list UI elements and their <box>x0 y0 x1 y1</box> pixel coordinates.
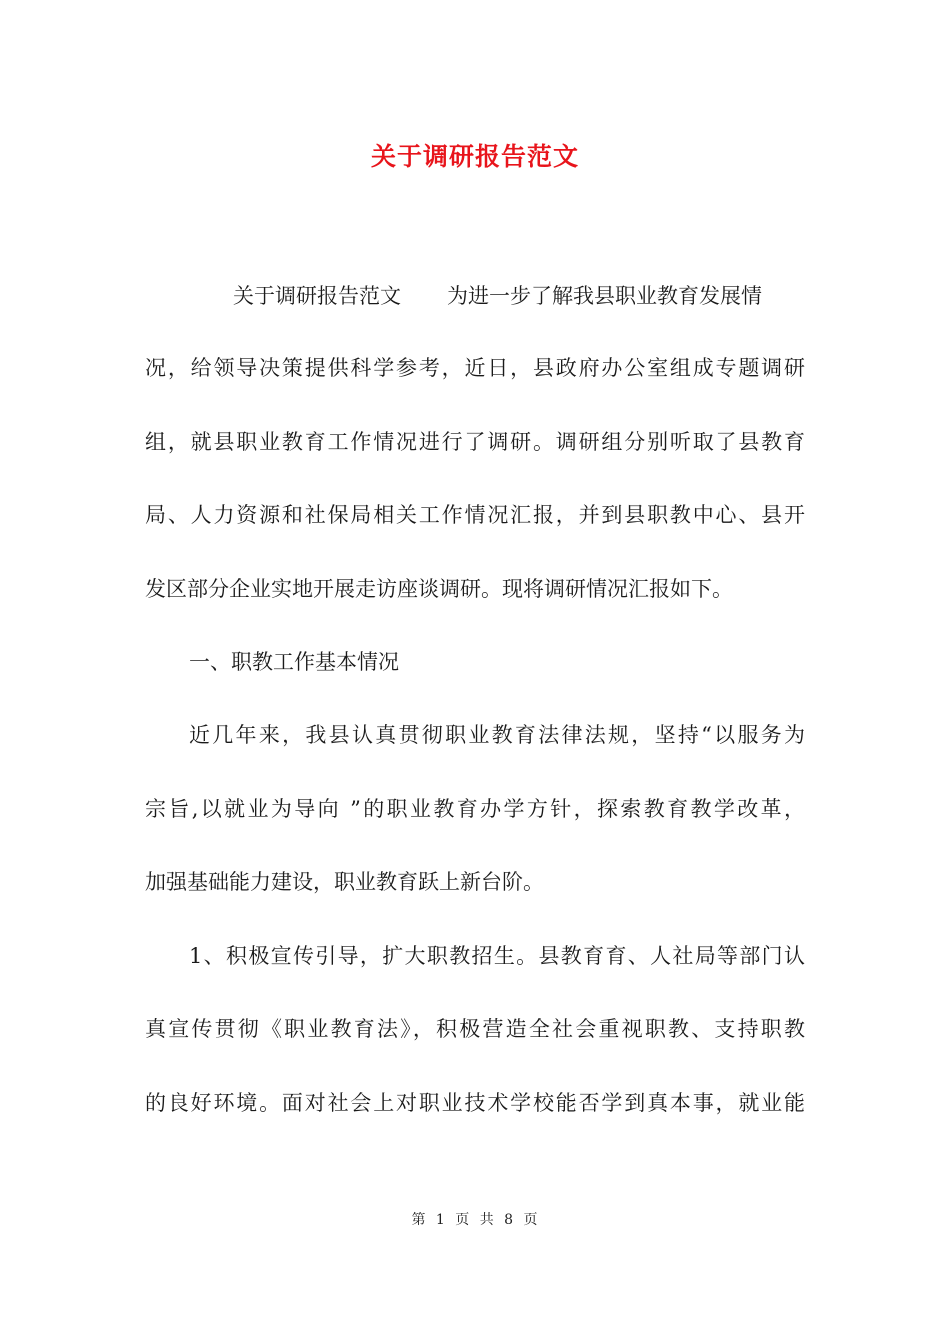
paragraph-line <box>233 281 805 311</box>
page-label: 共 <box>479 1212 495 1228</box>
paragraph-line: 局、人力资源和社保局相关工作情况汇报，并到县职教中心、县开 <box>145 503 805 527</box>
page-total: 8 <box>504 1212 515 1228</box>
inline-title-repeat: 关于调研报告范文 <box>233 284 401 308</box>
paragraph-line: 组，就县职业教育工作情况进行了调研。调研组分别听取了县教育 <box>145 430 805 454</box>
page-footer <box>0 1209 950 1229</box>
page-number: 1 <box>435 1212 446 1228</box>
page-label: 页 <box>523 1212 539 1228</box>
document-title: 关于调研报告范文 <box>370 142 579 171</box>
paragraph-line: 近几年来，我县认真贯彻职业教育法律法规，坚持“以服务为 <box>189 723 805 747</box>
paragraph-line: 真宣传贯彻《职业教育法》，积极营造全社会重视职教、支持职教 <box>145 1017 805 1041</box>
section-heading: 一、职教工作基本情况 <box>189 650 399 674</box>
paragraph-line: 1、积极宣传引导，扩大职教招生。县教育育、人社局等部门认 <box>189 944 805 968</box>
paragraph-line: 的良好环境。面对社会上对职业技术学校能否学到真本事，就业能 <box>145 1091 805 1115</box>
paragraph-line: 加强基础能力建设，职业教育跃上新台阶。 <box>145 870 544 894</box>
paragraph-line: 发区部分企业实地开展走访座谈调研。现将调研情况汇报如下。 <box>145 577 733 601</box>
page-label: 页 <box>455 1212 471 1228</box>
paragraph-text: 为进一步了解我县职业教育发展情 <box>447 284 762 308</box>
paragraph-line: 况，给领导决策提供科学参考，近日，县政府办公室组成专题调研 <box>145 356 805 380</box>
paragraph-line: 宗旨,以就业为导向 ”的职业教育办学方针，探索教育教学改革， <box>145 797 805 821</box>
page-label: 第 <box>411 1212 427 1228</box>
